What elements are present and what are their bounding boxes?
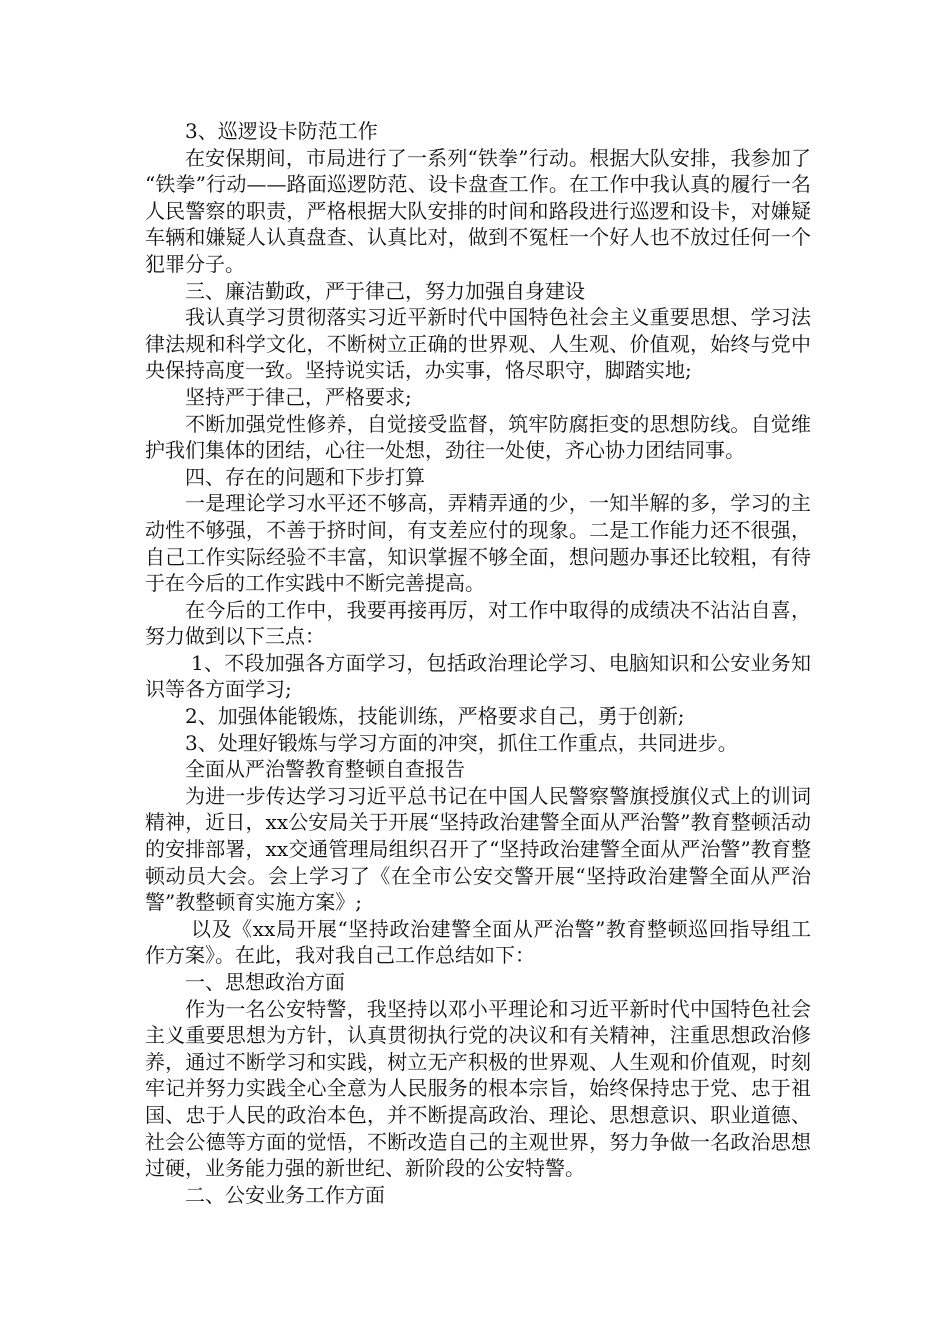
paragraph-patrol-body: 在安保期间，市局进行了一系列“铁拳”行动。根据大队安排，我参加了“铁拳”行动——路面巡逻防范、设卡盘查工作。在工作中我认真的履行一名人民警察的职责，严格根据大队安排的时间和路段进行巡逻和设卡，对嫌疑车辆和嫌疑人认真盘查、认真比对，做到不冤枉一个好人也不放过任何一个犯罪分子。 [145,145,811,276]
list-item-training: 2、加强体能锻炼，技能训练，严格要求自己，勇于创新; [185,704,685,729]
paragraph-problems-body: 一是理论学习水平还不够高，弄精弄通的少，一知半解的多，学习的主动性不够强，不善于挤时间，有支差应付的现象。二是工作能力还不很强，自己工作实际经验不丰富，知识掌握不够全面，想问题办事还比较粗，有待于在今后的工作实践中不断完善提高。 [145,491,811,596]
document-page [145,118,811,1208]
section-heading-business: 二、公安业务工作方面 [185,1182,385,1207]
paragraph-political-body: 作为一名公安特警，我坚持以邓小平理论和习近平新时代中国特色社会主义重要思想为方针，认真贯彻执行党的决议和有关精神，注重思想政治修养，通过不断学习和实践，树立无产积极的世界观、人生观和价值观，时刻牢记并努力实践全心全意为人民服务的根本宗旨，始终保持忠于党、忠于祖国、忠于人民的政治本色，并不断提高政治、理论、思想意识、职业道德、社会公德等方面的觉悟，不断改造自己的主观世界，努力争做一名政治思想过硬，业务能力强的新世纪、新阶段的公安特警。 [145,996,811,1181]
section-heading-integrity: 三、廉洁勤政，严于律己，努力加强自身建设 [185,278,585,303]
paragraph-integrity-discipline: 坚持严于律己，严格要求; [185,384,412,409]
paragraph-integrity-unity: 不断加强党性修养，自觉接受监督，筑牢防腐拒变的思想防线。自觉维护我们集体的团结，心往一处想，劲往一处使，齐心协力团结同事。 [145,411,811,463]
section-heading-patrol: 3、巡逻设卡防范工作 [185,119,378,143]
section-heading-problems: 四、存在的问题和下步打算 [185,464,425,489]
paragraph-report-intro: 为进一步传达学习习近平总书记在中国人民警察警旗授旗仪式上的训词精神，近日，xx公安局关于开展“坚持政治建警全面从严治警”教育整顿活动的安排部署，xx交通管理局组织召开了“坚持政治建警全面从严治警”教育整顿动员大会。会上学习了《在全市公安交警开展“坚持政治建警全面从严治警”教整顿育实施方案》; [145,783,811,915]
list-item-study: 1、不段加强各方面学习，包括政治理论学习、电脑知识和公安业务知识等各方面学习; [145,650,811,702]
paragraph-integrity-study: 我认真学习贯彻落实习近平新时代中国特色社会主义重要思想、学习法律法规和科学文化，不断树立正确的世界观、人生观、价值观，始终与党中央保持高度一致。坚持说实话，办实事，恪尽职守，脚踏实地; [145,305,811,383]
section-heading-political: 一、思想政治方面 [185,970,345,994]
list-item-balance: 3、处理好锻炼与学习方面的冲突，抓住工作重点，共同进步。 [185,730,738,755]
paragraph-future-intro: 在今后的工作中，我要再接再厉，对工作中取得的成绩决不沾沾自喜，努力做到以下三点： [145,597,811,649]
report-title: 全面从严治警教育整顿自查报告 [185,757,465,782]
paragraph-report-plan: 以及《xx局开展“坚持政治建警全面从严治警”教育整顿巡回指导组工作方案》。在此，我对我自己工作总结如下： [145,916,811,968]
